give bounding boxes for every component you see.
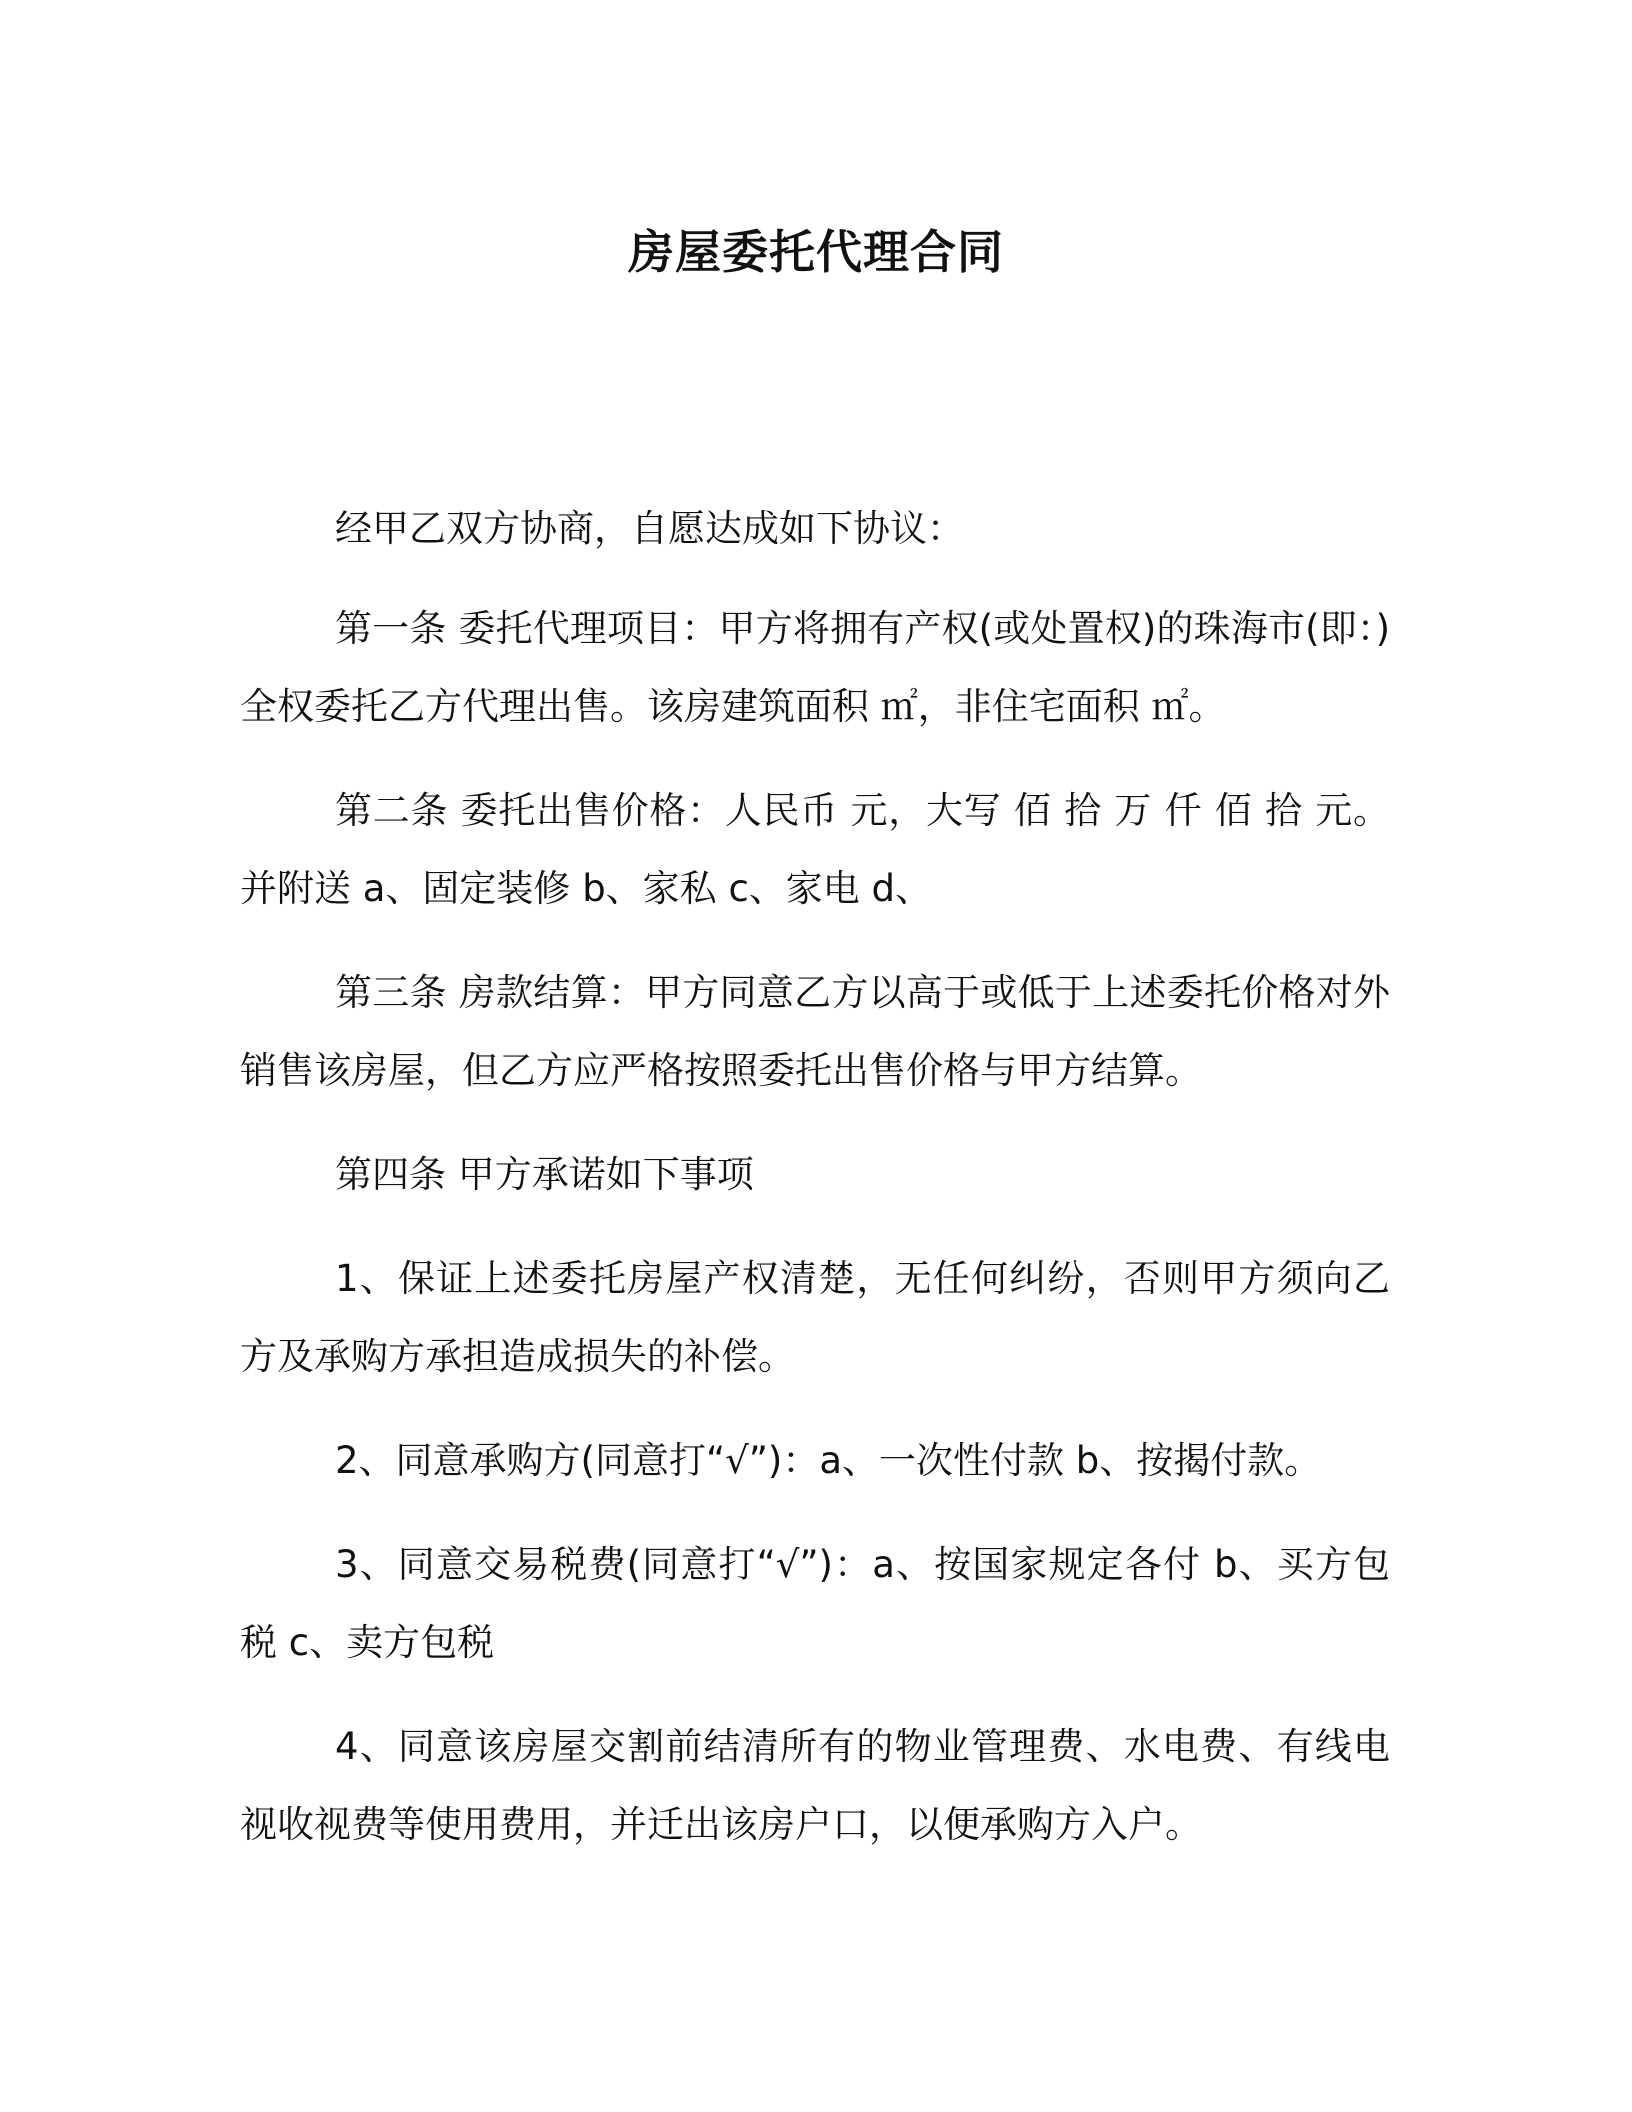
article-4-item-4: 4、同意该房屋交割前结清所有的物业管理费、水电费、有线电视收视费等使用费用，并迁出该房户口，以便承购方入户。 xyxy=(240,1725,1390,1846)
article-4-item-1: 1、保证上述委托房屋产权清楚，无任何纠纷，否则甲方须向乙方及承购方承担造成损失的补偿。 xyxy=(240,1257,1390,1378)
article-2-paragraph: 第二条 委托出售价格：人民币 元，大写 佰 拾 万 仟 佰 拾 元。并附送 a、固定装修 b、家私 c、家电 d、 xyxy=(240,789,1390,910)
document-title: 房屋委托代理合同 xyxy=(628,225,1004,279)
article-1-paragraph: 第一条 委托代理项目：甲方将拥有产权(或处置权)的珠海市(即：)全权委托乙方代理出售。该房建筑面积 ㎡，非住宅面积 ㎡。 xyxy=(240,607,1390,728)
article-4-item-2: 2、同意承购方(同意打“√”)：a、一次性付款 b、按揭付款。 xyxy=(335,1439,1322,1482)
article-4-item-3: 3、同意交易税费(同意打“√”)：a、按国家规定各付 b、买方包税 c、卖方包税 xyxy=(240,1543,1390,1664)
intro-paragraph: 经甲乙双方协商，自愿达成如下协议： xyxy=(335,507,964,550)
document-body xyxy=(240,490,1390,1890)
article-3-paragraph: 第三条 房款结算：甲方同意乙方以高于或低于上述委托价格对外销售该房屋，但乙方应严格按照委托出售价格与甲方结算。 xyxy=(240,971,1390,1092)
article-4-heading: 第四条 甲方承诺如下事项 xyxy=(335,1153,754,1196)
